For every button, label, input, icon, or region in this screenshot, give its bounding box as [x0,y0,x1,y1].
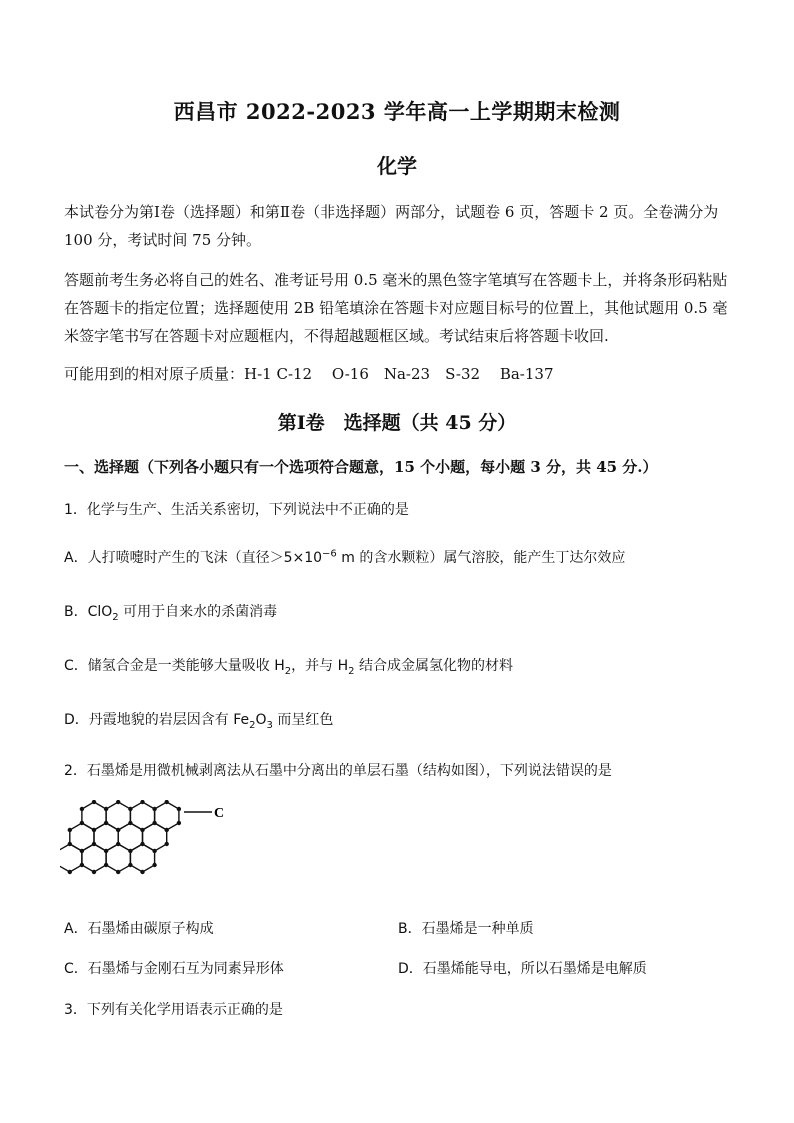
carbon-atom-dot [92,842,96,846]
exam-title: 西昌市 2022-2023 学年高一上学期期末检测 [173,99,621,124]
option-d-text-mid: O [255,712,267,728]
option-d-text-end: 而呈红色 [272,712,334,728]
carbon-atom-dot [92,800,96,804]
carbon-atom-dot [80,863,84,867]
option-b-subscript: 2 [112,611,119,623]
carbon-atom-dot [152,807,156,811]
option-a-text: A．人打喷嚏时产生的飞沫（直径＞5×10 [64,550,323,566]
instructions-paragraph-1: 本试卷分为第Ⅰ卷（选择题）和第Ⅱ卷（非选择题）两部分，试题卷 6 页，答题卡 2 页。全卷满分为 100 分，考试时间 75 分钟。 [64,203,719,249]
subject-title: 化学 [377,154,417,178]
carbon-atom-dot [68,842,72,846]
section-title: 第Ⅰ卷 选择题（共 45 分） [277,412,517,434]
graphene-lattice [60,802,179,872]
carbon-atom-label: C [214,806,225,821]
option-c-text: C．储氢合金是一类能够大量吸收 H [64,658,285,674]
option-d-text: D．丹霞地貌的岩层因含有 Fe [64,712,250,728]
carbon-atom-dot [68,870,72,874]
carbon-atom-dot [116,870,120,874]
carbon-atom-dot [128,849,132,853]
hexagon-ring [60,844,82,872]
carbon-atoms [60,800,181,874]
carbon-atom-dot [80,807,84,811]
graphene-structure-figure [60,800,260,892]
option-a-text-end: m 的含水颗粒）属气溶胶，能产生丁达尔效应 [336,550,626,566]
carbon-atom-dot [152,849,156,853]
carbon-atom-dot [116,842,120,846]
option-a-exponent: −6 [322,548,337,560]
carbon-atom-dot [128,863,132,867]
carbon-atom-dot [140,842,144,846]
question-3-stem: 3．下列有关化学用语表示正确的是 [64,1002,283,1018]
question-1-option-a [64,547,625,567]
question-2-stem: 2．石墨烯是用微机械剥离法从石墨中分离出的单层石墨（结构如图），下列说法错误的是 [64,763,612,779]
carbon-atom-dot [104,863,108,867]
instructions-paragraph-2: 答题前考生务必将自己的姓名、准考证号用 0.5 毫米的黑色签字笔填写在答题卡上，并将条形码粘贴在答题卡的指定位置；选择题使用 2B 铅笔填涂在答题卡对应题目标号的位置上，其他试题用 0.5 毫米签字笔书写在答题卡对应题框内，不得超越题框区域。考试结束后将答题卡收回. [64,271,728,345]
carbon-atom-dot [92,870,96,874]
carbon-atom-dot [128,807,132,811]
question-1-stem: 1．化学与生产、生活关系密切，下列说法中不正确的是 [64,502,409,518]
option-c-subscript-1: 2 [284,665,292,677]
carbon-atom-dot [140,800,144,804]
carbon-atom-dot [68,828,72,832]
carbon-atom-dot [177,821,181,825]
option-d-subscript-1: 2 [249,719,256,731]
carbon-atom-dot [116,828,120,832]
option-c-text-mid: ，并与 H [291,658,349,674]
hexagon-ring [106,844,130,872]
carbon-atom-dot [140,870,144,874]
option-c-text-end: 结合成金属氢化物的材料 [354,658,513,674]
carbon-atom-dot [104,821,108,825]
atomic-mass-list: 可能用到的相对原子质量：H-1 C-12 O-16 Na-23 S-32 Ba-137 [64,365,554,383]
question-2-option-c: C．石墨烯与金刚石互为同素异形体 [64,961,284,977]
option-b-text: B．ClO [64,604,113,620]
carbon-atom-dot [165,800,169,804]
carbon-atom-dot [165,842,169,846]
carbon-atom-dot [80,821,84,825]
question-1-option-b [64,601,277,623]
hexagon-ring [130,844,154,872]
carbon-atom-dot [177,807,181,811]
question-1-option-d [64,709,333,731]
carbon-atom-dot [92,828,96,832]
option-d-subscript-2: 3 [266,719,273,731]
carbon-atom-dot [152,821,156,825]
carbon-atom-dot [165,828,169,832]
option-c-subscript-2: 2 [348,665,355,677]
carbon-atom-dot [128,821,132,825]
question-2-option-b: B．石墨烯是一种单质 [398,921,534,937]
question-2-option-a: A．石墨烯由碳原子构成 [64,921,214,937]
carbon-atom-dot [140,828,144,832]
part-heading: 一、选择题（下列各小题只有一个选项符合题意，15 个小题，每小题 3 分，共 45 分.） [64,458,658,476]
carbon-atom-dot [152,863,156,867]
carbon-atom-dot [80,849,84,853]
carbon-atom-dot [116,800,120,804]
carbon-atom-dot [104,849,108,853]
option-b-text-end: 可用于自来水的杀菌消毒 [118,604,278,620]
question-1-option-c [64,655,513,677]
hexagon-ring [82,844,106,872]
question-2-option-d: D．石墨烯能导电，所以石墨烯是电解质 [398,961,647,977]
carbon-atom-dot [104,807,108,811]
